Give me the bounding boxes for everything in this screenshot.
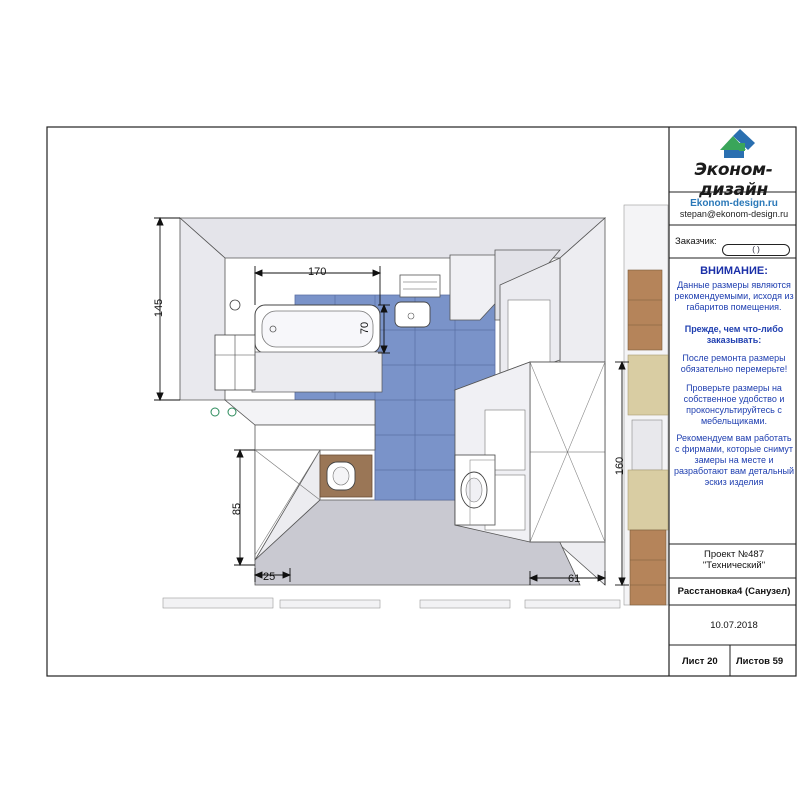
notice-paragraph-4: Проверьте размеры на собственное удобство и проконсультируйтесь с мебельщиками. — [683, 383, 785, 426]
notice-paragraph-5: Рекомендуем вам работать с фирмами, которые снимут замеры на месте и разработают вам детальный эскиз изделия — [674, 433, 794, 487]
dim-room-left-height: 145 — [153, 298, 166, 318]
project-number: Проект №487 — [704, 549, 764, 560]
project-name: "Технический" — [702, 560, 766, 571]
sheets-total: Листов 59 — [736, 656, 784, 667]
company-name: Эконом-дизайн — [694, 160, 773, 200]
bathtub — [252, 305, 382, 392]
toilet — [320, 455, 372, 497]
client-value: ( ) — [722, 244, 790, 256]
company-email-link[interactable]: stepan@ekonom-design.ru — [679, 209, 789, 219]
company-website-link[interactable]: Ekonom-design.ru — [690, 198, 778, 209]
dim-lower-left-height: 85 — [231, 502, 244, 516]
drawing-date: 10.07.2018 — [710, 620, 758, 631]
right-edge-surroundings — [624, 205, 668, 605]
notice-title: ВНИМАНИЕ: — [700, 265, 768, 277]
dim-bath-length: 170 — [308, 266, 327, 278]
dim-bath-width: 70 — [359, 321, 372, 335]
notice-paragraph-2: Прежде, чем что-либо заказывать: — [684, 324, 784, 345]
drawing-title: Расстановка4 (Санузел) — [677, 586, 791, 597]
dim-cabinet-height: 160 — [614, 456, 627, 476]
sheet-number: Лист 20 — [682, 656, 718, 667]
laundry-cabinet — [455, 362, 605, 542]
dim-lower-left-width: 25 — [263, 571, 276, 583]
client-label: Заказчик: — [675, 236, 717, 247]
notice-paragraph-3: После ремонта размеры обязательно перемерьте! — [680, 353, 788, 374]
notice-paragraph-1: Данные размеры являются рекомендуемыми, исходя из габаритов помещения. — [674, 280, 794, 312]
dim-cabinet-width: 61 — [568, 573, 581, 585]
